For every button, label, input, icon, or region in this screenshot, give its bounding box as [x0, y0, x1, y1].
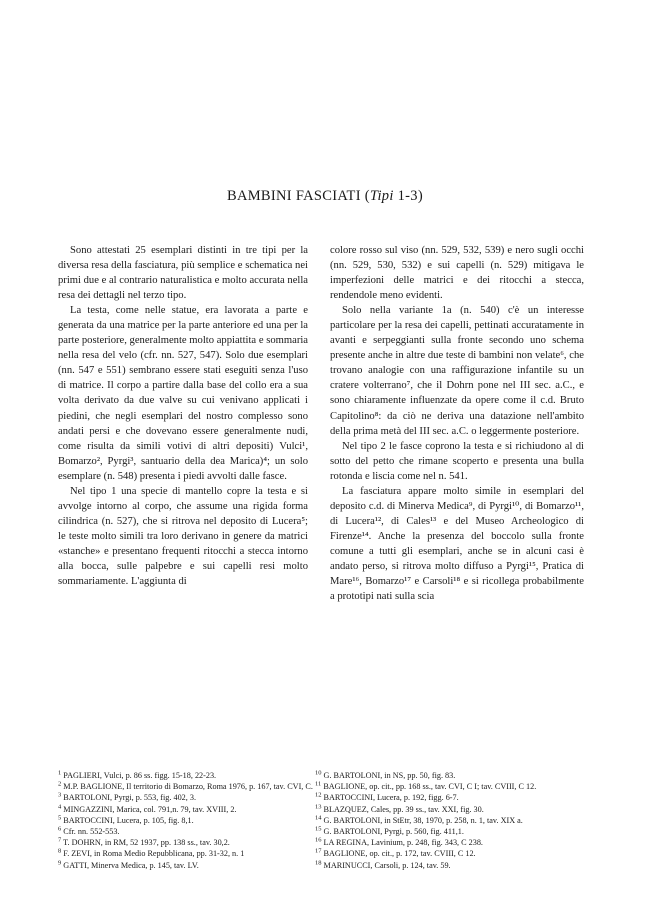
paragraph: Nel tipo 2 le fasce coprono la testa e si richiudono al di sotto del petto che rimane scoperto e presenta una bulla rotonda e liscia come nel n. 541.	[330, 440, 584, 482]
footnote-number: 6	[58, 825, 62, 833]
footnote-text: BARTOLONI, Pyrgi, p. 553, fig. 402, 3.	[61, 793, 197, 803]
footnote-text: PAGLIERI, Vulci, p. 86 ss. figg. 15-18, 22-23.	[61, 771, 217, 780]
footnote-number: 13	[315, 802, 322, 810]
footnote-number: 15	[315, 825, 322, 833]
footnote-number: 4	[58, 802, 62, 810]
footnote	[315, 815, 590, 826]
footnote-number: 17	[315, 847, 322, 855]
footnote	[58, 804, 318, 815]
paragraph: La testa, come nelle statue, era lavorata a parte e generata da una matrice per la parte anteriore ed una per la parte posteriore, generalmente molto appiattita e sommaria nella resa del velo (cfr. nn. 527, 547). Solo due esemplari (nn. 547 e 551) sembrano essere stati eseguiti senza l'uso di matrice. Il corpo a partire dalla base del collo era a sua volta derivato da due valve su cui venivano applicati i piedini, che negli esemplari del nostro complesso sono andati persi e che dovevano essere generalmente nudi, come risulta da simili votivi di altri depositi) Vulci¹, Bomarzo², Pyrgi³, santuario della dea Marica)⁴; un solo esemplare (n. 548) presenta i piedi avvolti dalle fasce.	[58, 305, 308, 482]
paragraph: La fasciatura appare molto simile in esemplari del deposito c.d. di Minerva Medica⁹, di Pyrgi¹⁰, di Bomarzo¹¹, di Lucera¹², di Cales¹³ e del Museo Archeologico di Firenze¹⁴. Anche la presenza del boccolo sulla fronte comune a tutti gli esemplari, anche se in alcuni casi è andato perso, si ritrova molto diffuso a Pyrgi¹⁵, Pratica di Mare¹⁶, Bomarzo¹⁷ e Carsoli¹⁸ e si ricollega probabilmente a prototipi nati sulla scia	[330, 485, 584, 603]
footnote	[58, 770, 318, 781]
footnote-text: F. ZEVI, in Roma Medio Repubblicana, pp. 31-32, n. 1	[61, 849, 245, 859]
footnote-number: 10	[315, 769, 322, 777]
footnote-text: M.P. BAGLIONE, Il territorio di Bomarzo, Roma 1976, p. 167, tav. CVI, C.	[61, 782, 313, 792]
footnote	[58, 826, 318, 837]
footnote-number: 14	[315, 814, 322, 822]
footnote-text: G. BARTOLONI, Pyrgi, p. 560, fig. 411,1.	[321, 827, 464, 837]
footnote	[58, 848, 318, 859]
footnote	[315, 781, 590, 792]
footnote-number: 3	[58, 791, 62, 799]
footnote-text: BLAZQUEZ, Cales, pp. 39 ss., tav. XXI, fig. 30.	[321, 804, 484, 814]
title-main: BAMBINI FASCIATI	[227, 188, 361, 204]
footnote-text: T. DOHRN, in RM, 52 1937, pp. 138 ss., tav. 30,2.	[61, 838, 230, 848]
title-italic: Tipi	[369, 188, 394, 204]
footnote-number: 1	[58, 769, 62, 777]
footnote	[58, 781, 318, 792]
footnote	[58, 792, 318, 803]
footnote-number: 8	[58, 847, 62, 855]
footnote-text: BAGLIONE, op. cit., pp. 168 ss., tav. CVI, C I; tav. CVIII, C 12.	[321, 782, 537, 792]
footnote-number: 9	[58, 858, 62, 866]
footnote-text: LA REGINA, Lavinium, p. 248, fig. 343, C 238.	[321, 838, 483, 848]
footnote	[315, 848, 590, 859]
title-range: 1-3	[397, 188, 418, 204]
footnote-text: G. BARTOLONI, in StEtr, 38, 1970, p. 258, n. 1, tav. XIX a.	[321, 815, 523, 825]
footnote-number: 5	[58, 814, 62, 822]
paragraph: Nel tipo 1 una specie di mantello copre la testa e si avvolge intorno al corpo, che assume una rigida forma cilindrica (n. 527), che si ritrova nel deposito di Lucera⁵; le teste molto simili tra loro derivano in genere da matrici «stanche» e presentano frequenti ritocchi a stecca intorno alla bocca, sulle palpebre e sui capelli resi molto sommariamente. L'aggiunta di	[58, 485, 308, 588]
paragraph: Sono attestati 25 esemplari distinti in tre tipi per la diversa resa della fasciatura, più semplice e schematica nei primi due e al contrario naturalistica e molto accurata nella resa dei dettagli nel terzo tipo.	[58, 245, 308, 302]
footnote-number: 12	[315, 791, 322, 799]
footnotes-left	[58, 770, 318, 871]
section-title: BAMBINI FASCIATI (Tipi 1-3)	[227, 188, 423, 204]
footnote-text: Cfr. nn. 552-553.	[61, 827, 120, 837]
footnote-text: BARTOCCINI, Lucera, p. 192, figg. 6-7.	[321, 793, 459, 803]
footnote-number: 7	[58, 836, 62, 844]
footnote	[315, 792, 590, 803]
footnote	[58, 860, 318, 871]
footnotes-right	[315, 770, 590, 871]
right-column	[330, 243, 584, 604]
footnote-text: GATTI, Minerva Medica, p. 145, tav. LV.	[61, 860, 199, 870]
footnote-number: 2	[58, 780, 62, 788]
footnote	[58, 815, 318, 826]
footnote-text: MARINUCCI, Carsoli, p. 124, tav. 59.	[321, 860, 451, 870]
footnote-number: 11	[315, 780, 322, 788]
footnote-text: G. BARTOLONI, in NS, pp. 50, fig. 83.	[321, 771, 456, 780]
footnote	[58, 837, 318, 848]
paragraph: colore rosso sul viso (nn. 529, 532, 539) e nero sugli occhi (nn. 529, 530, 532) e sui capelli (n. 529) mitigava le imperfezioni delle matrici e dei ritocchi a stecca, rendendole meno evidenti.	[330, 245, 584, 302]
footnote-number: 18	[315, 858, 322, 866]
left-column	[58, 243, 308, 589]
footnote	[315, 837, 590, 848]
footnote	[315, 860, 590, 871]
footnote	[315, 770, 590, 781]
footnote-text: BAGLIONE, op. cit., p. 172, tav. CVIII, C 12.	[321, 849, 476, 859]
footnote-text: MINGAZZINI, Marica, col. 791,n. 79, tav. XVIII, 2.	[61, 804, 237, 814]
footnote	[315, 826, 590, 837]
paragraph: Solo nella variante 1a (n. 540) c'è un interesse particolare per la resa dei capelli, pettinati accuratamente in avanti e serpeggianti sulla fronte secondo uno schema presente anche in altre due teste di bambini non velate⁶, che trovano analogie con una raffigurazione infantile su un cratere volterrano⁷, che il Dohrn pone nel III sec. a.C., e sono chiaramente influenzate da opere come il c.d. Bruto Capitolino⁸: da ciò ne deriva una datazione nell'ambito della prima metà del III sec. a.C. o leggermente posteriore.	[330, 305, 584, 437]
footnote	[315, 804, 590, 815]
footnote-text: BARTOCCINI, Lucera, p. 105, fig. 8,1.	[61, 815, 194, 825]
footnote-number: 16	[315, 836, 322, 844]
